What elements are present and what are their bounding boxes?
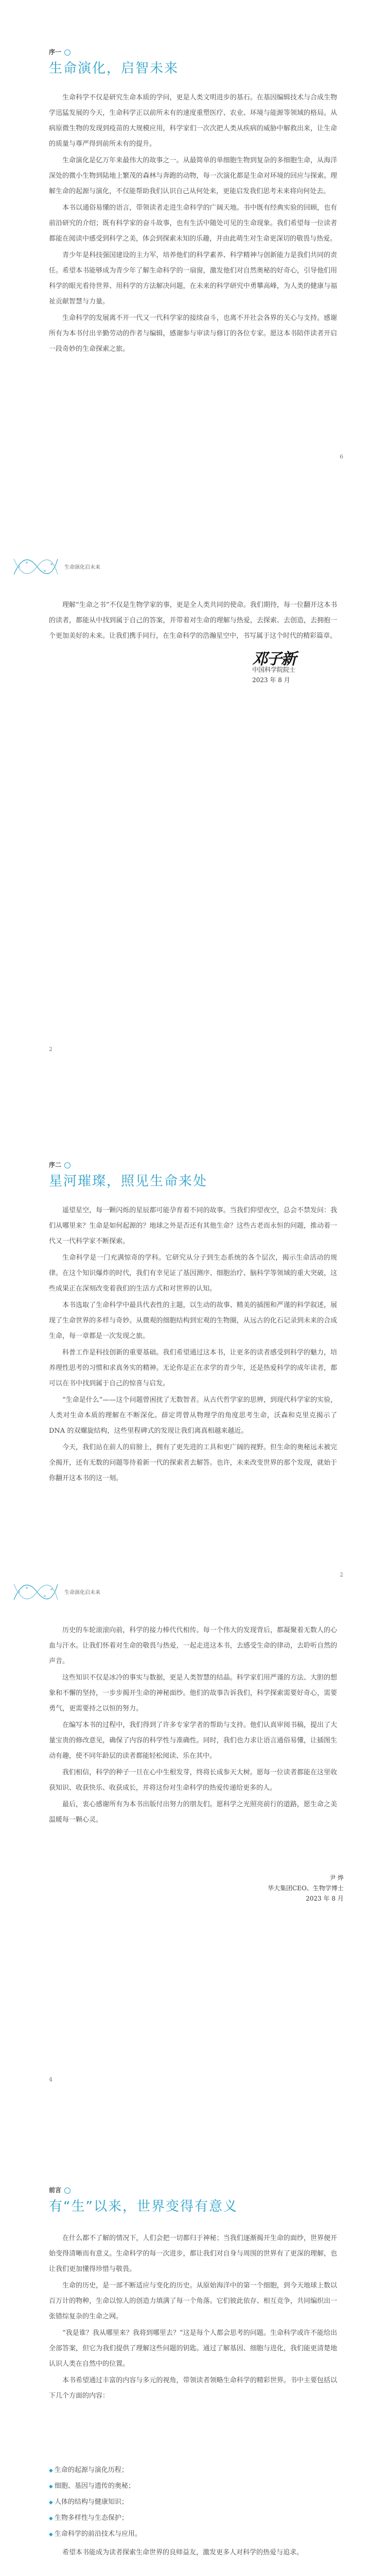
page-number: 2 <box>49 1046 52 1053</box>
list-item: ◆ 细胞、基因与遗传的奥秘； <box>49 2479 337 2495</box>
preface-body <box>49 1203 337 1487</box>
foreword-body <box>49 2231 337 2405</box>
paragraph: 生命科学不仅是研究生命本质的学问，更是人类文明进步的基石。在基因编辑技术与合成生物学迅猛发展的今天，生命科学正以前所未有的速度重塑医疗、农业、环境与能源等领域的格局。从病原微生物的发现到疫苗的大规模应用，科学家们一次次把人类从疾病的威胁中解救出来，让生命的质量与尊严得到前所未有的提升。 <box>49 94 337 148</box>
paragraph: “我是谁？我从哪里来？我将到哪里去？”这是每个人都会思考的问题。生命科学或许不能给出全部答案，但它为我们提供了理解这些问题的钥匙。通过了解基因、细胞与进化，我们能更清楚地认识人类在自然中的位置。 <box>49 2329 337 2368</box>
page-number: 6 <box>340 453 343 460</box>
paragraph: 遥望星空，每一颗闪烁的星辰都可能孕育着不同的故事。当我们仰望夜空，总会不禁发问：我们从哪里来？生命是如何起源的？地球之外是否还有其他生命？这些古老而永恒的问题，推动着一代又一代科学家不断探索。 <box>49 1207 337 1245</box>
paragraph: 科普工作是科技创新的重要基础。我们希望通过这本书，让更多的读者感受到科学的魅力，培养理性思考的习惯和求真务实的精神。无论你是正在求学的青少年，还是热爱科学的成年读者，都可以在书中找到属于自己的惊喜与启发。 <box>49 1349 337 1387</box>
signature-date: 2023 年 8 月 <box>306 1895 344 1902</box>
section-label: 序二 <box>49 1160 71 1169</box>
signature-block <box>252 650 296 685</box>
paragraph: 今天，我们站在前人的肩膀上，拥有了更先进的工具和更广阔的视野。但生命的奥秘远未被完全揭开，还有无数的问题等待着新一代的探索者去解答。也许，未来改变世界的那个发现，就始于你翻开这本书的这一刻。 <box>49 1444 337 1482</box>
paragraph: 青少年是科技强国建设的主力军，培养他们的科学素养、科学精神与创新能力是我们共同的责任。希望本书能够成为青少年了解生命科学的一扇窗，激发他们对自然奥秘的好奇心，引导他们用科学的眼光看待世界、用科学的方法解决问题，在未来的科学研究中勇攀高峰，为人类的健康与福祉贡献智慧与力量。 <box>49 251 337 306</box>
circle-ornament-icon <box>64 1162 71 1168</box>
paragraph: 本书以通俗易懂的语言，带领读者走进生命科学的广阔天地。书中既有经典实验的回顾，也有前沿研究的介绍；既有科学家的奋斗故事，也有生活中随处可见的生命现象。我们希望每一位读者都能在阅读中感受到科学之美，体会到探索未知的乐趣，并由此萌生对生命更深切的敬畏与热爱。 <box>49 204 337 243</box>
list-item: ◆ 人体的结构与健康知识； <box>49 2495 337 2511</box>
running-header-text: 生命演化启未来 <box>64 565 100 570</box>
preface-continuation <box>49 1623 337 1829</box>
paragraph: 生命的历史，是一部不断适应与变化的历史。从原始海洋中的第一个细胞，到今天地球上数以百万计的物种，生命以惊人的创造力填满了每一个角落。它们彼此依存、相互竞争，共同编织出一张错综复杂的生命之网。 <box>49 2282 337 2320</box>
paragraph: 这些知识不仅是冰冷的事实与数据，更是人类智慧的结晶。科学家们用严谨的方法、大胆的想象和不懈的坚持，一步步揭开生命的神秘面纱。他们的故事告诉我们，科学探索需要好奇心，需要勇气，更需要持之以恒的努力。 <box>49 1674 337 1713</box>
paragraph: 本书希望通过丰富的内容与多元的视角，带领读者领略生命科学的精彩世界。书中主要包括以下几个方面的内容： <box>49 2377 337 2400</box>
paragraph: 历史的车轮滚滚向前，科学的接力棒代代相传。每一个伟大的发现背后，都凝聚着无数人的心血与汗水。让我们怀着对生命的敬畏与热爱，一起走进这本书，去感受生命的律动，去聆听自然的声音。 <box>49 1626 337 1665</box>
paragraph: 在什么都不了解的情况下，人们会把一切都归于神秘；当我们逐渐揭开生命的面纱，世界便开始变得清晰而有意义。生命科学的每一次进步，都让我们对自身与周围的世界有了更深的理解，也让我们更加懂得珍惜与敬畏。 <box>49 2234 337 2273</box>
signer-title: 中国科学院院士 <box>252 666 296 673</box>
paragraph: 在编写本书的过程中，我们得到了许多专家学者的帮助与支持。他们认真审阅书稿，提出了大量宝贵的修改意见，确保了内容的科学性与准确性。同时，我们也力求让语言通俗易懂，让插图生动有趣，使不同年龄层的读者都能轻松阅读、乐在其中。 <box>49 1721 337 1760</box>
dna-logo-icon <box>11 1577 60 1605</box>
section-title: 有“生”以来，世界变得有意义 <box>49 2199 238 2214</box>
paragraph: 生命科学的发展离不开一代又一代科学家的接续奋斗，也离不开社会各界的关心与支持。感谢所有为本书付出辛勤劳动的作者与编辑，感谢参与审读与修订的各位专家。愿这本书陪伴读者开启一段奇妙的生命探索之旅。 <box>49 314 337 353</box>
paragraph: 我们相信，科学的种子一旦在心中生根发芽，终将长成参天大树。愿每一位读者都能在这里收获知识、收获快乐、收获成长，并将这份对生命科学的热爱传递给更多的人。 <box>49 1769 337 1792</box>
paragraph: “生命是什么”——这个问题曾困扰了无数智者。从古代哲学家的思辨，到现代科学家的实验，人类对生命本质的理解在不断深化。薛定谔曾从物理学的角度思考生命，沃森和克里克揭示了 DNA 的双螺旋结构，这些里程碑式的发现让我们离真相越来越近。 <box>49 1396 337 1435</box>
running-header <box>0 551 386 587</box>
paragraph: 本书选取了生命科学中最具代表性的主题，以生动的故事、精美的插图和严谨的科学叙述，展现了生命世界的多样与奇妙。从微观的细胞结构到宏观的生物圈，从远古的化石记录到未来的合成生命，每一章都是一次发现之旅。 <box>49 1301 337 1340</box>
page-number: 4 <box>49 2076 52 2083</box>
preface-continuation: 理解“生命之书”不仅是生物学家的事，更是全人类共同的使命。我们期待，每一位翻开这本书的读者，都能从中找到属于自己的答案，并带着对生命的理解与热爱，去探索、去创造，去拥抱一个更加美好的未来。让我们携手同行，在生命科学的浩瀚星空中，书写属于这个时代的精彩篇章。 <box>49 601 337 640</box>
signature-date: 2023 年 8 月 <box>252 676 290 684</box>
circle-ornament-icon <box>64 49 71 56</box>
handwritten-signature: 邓子新 <box>252 650 295 668</box>
foreword-page <box>0 2159 386 2576</box>
paragraph: 生命演化是亿万年来最伟大的故事之一。从最简单的单细胞生物到复杂的多细胞生命，从海洋深处的微小生物到陆地上繁茂的森林与奔跑的动物，每一次演化都是生命对环境的回应与探索。理解生命的起源与演化，不仅能帮助我们认识自己从何处来，更能启发我们思考未来将向何处去。 <box>49 157 337 195</box>
section-title: 星河璀璨，照见生命来处 <box>49 1174 208 1189</box>
paragraph: 生命科学是一门充满惊奇的学科。它研究从分子到生态系统的各个层次，揭示生命活动的规律。在这个知识爆炸的时代，我们有幸见证了基因测序、细胞治疗、脑科学等领域的重大突破，这些成果正在深刻改变着我们的生活方式和对世界的认知。 <box>49 1254 337 1293</box>
preface-one-continued <box>0 587 386 1133</box>
section-title: 生命演化，启智未来 <box>49 61 179 76</box>
preface-two-continued <box>0 1613 386 2159</box>
foreword-closing: 希望本书能成为读者探索生命世界的良师益友，激发更多人对科学的热爱与追求。 <box>62 2549 304 2556</box>
preface-body <box>49 90 337 358</box>
list-item: ◆ 生命的起源与演化历程； <box>49 2463 337 2479</box>
preface-one-page <box>0 0 386 546</box>
list-item: ◆ 生物多样性与生态保护； <box>49 2511 337 2527</box>
paragraph: 最后，衷心感谢所有为本书出版付出努力的朋友们。愿科学之光照亮前行的道路，愿生命之美温暖每一颗心灵。 <box>49 1801 337 1824</box>
signer-title: 华大集团CEO、生物学博士 <box>268 1885 344 1892</box>
section-label: 序一 <box>49 47 71 56</box>
dna-logo-icon <box>11 551 60 580</box>
section-label: 前言 <box>49 2185 71 2194</box>
running-header <box>0 1577 386 1613</box>
page-number: 2 <box>340 1571 343 1578</box>
running-header-text: 生命演化启未来 <box>64 1590 100 1596</box>
signer-name: 尹 烨 <box>329 1874 344 1882</box>
topic-list <box>49 2463 337 2543</box>
signature-block <box>268 1873 344 1904</box>
circle-ornament-icon <box>64 2188 71 2194</box>
list-item: ◆ 生命科学的前沿技术与应用。 <box>49 2527 337 2543</box>
